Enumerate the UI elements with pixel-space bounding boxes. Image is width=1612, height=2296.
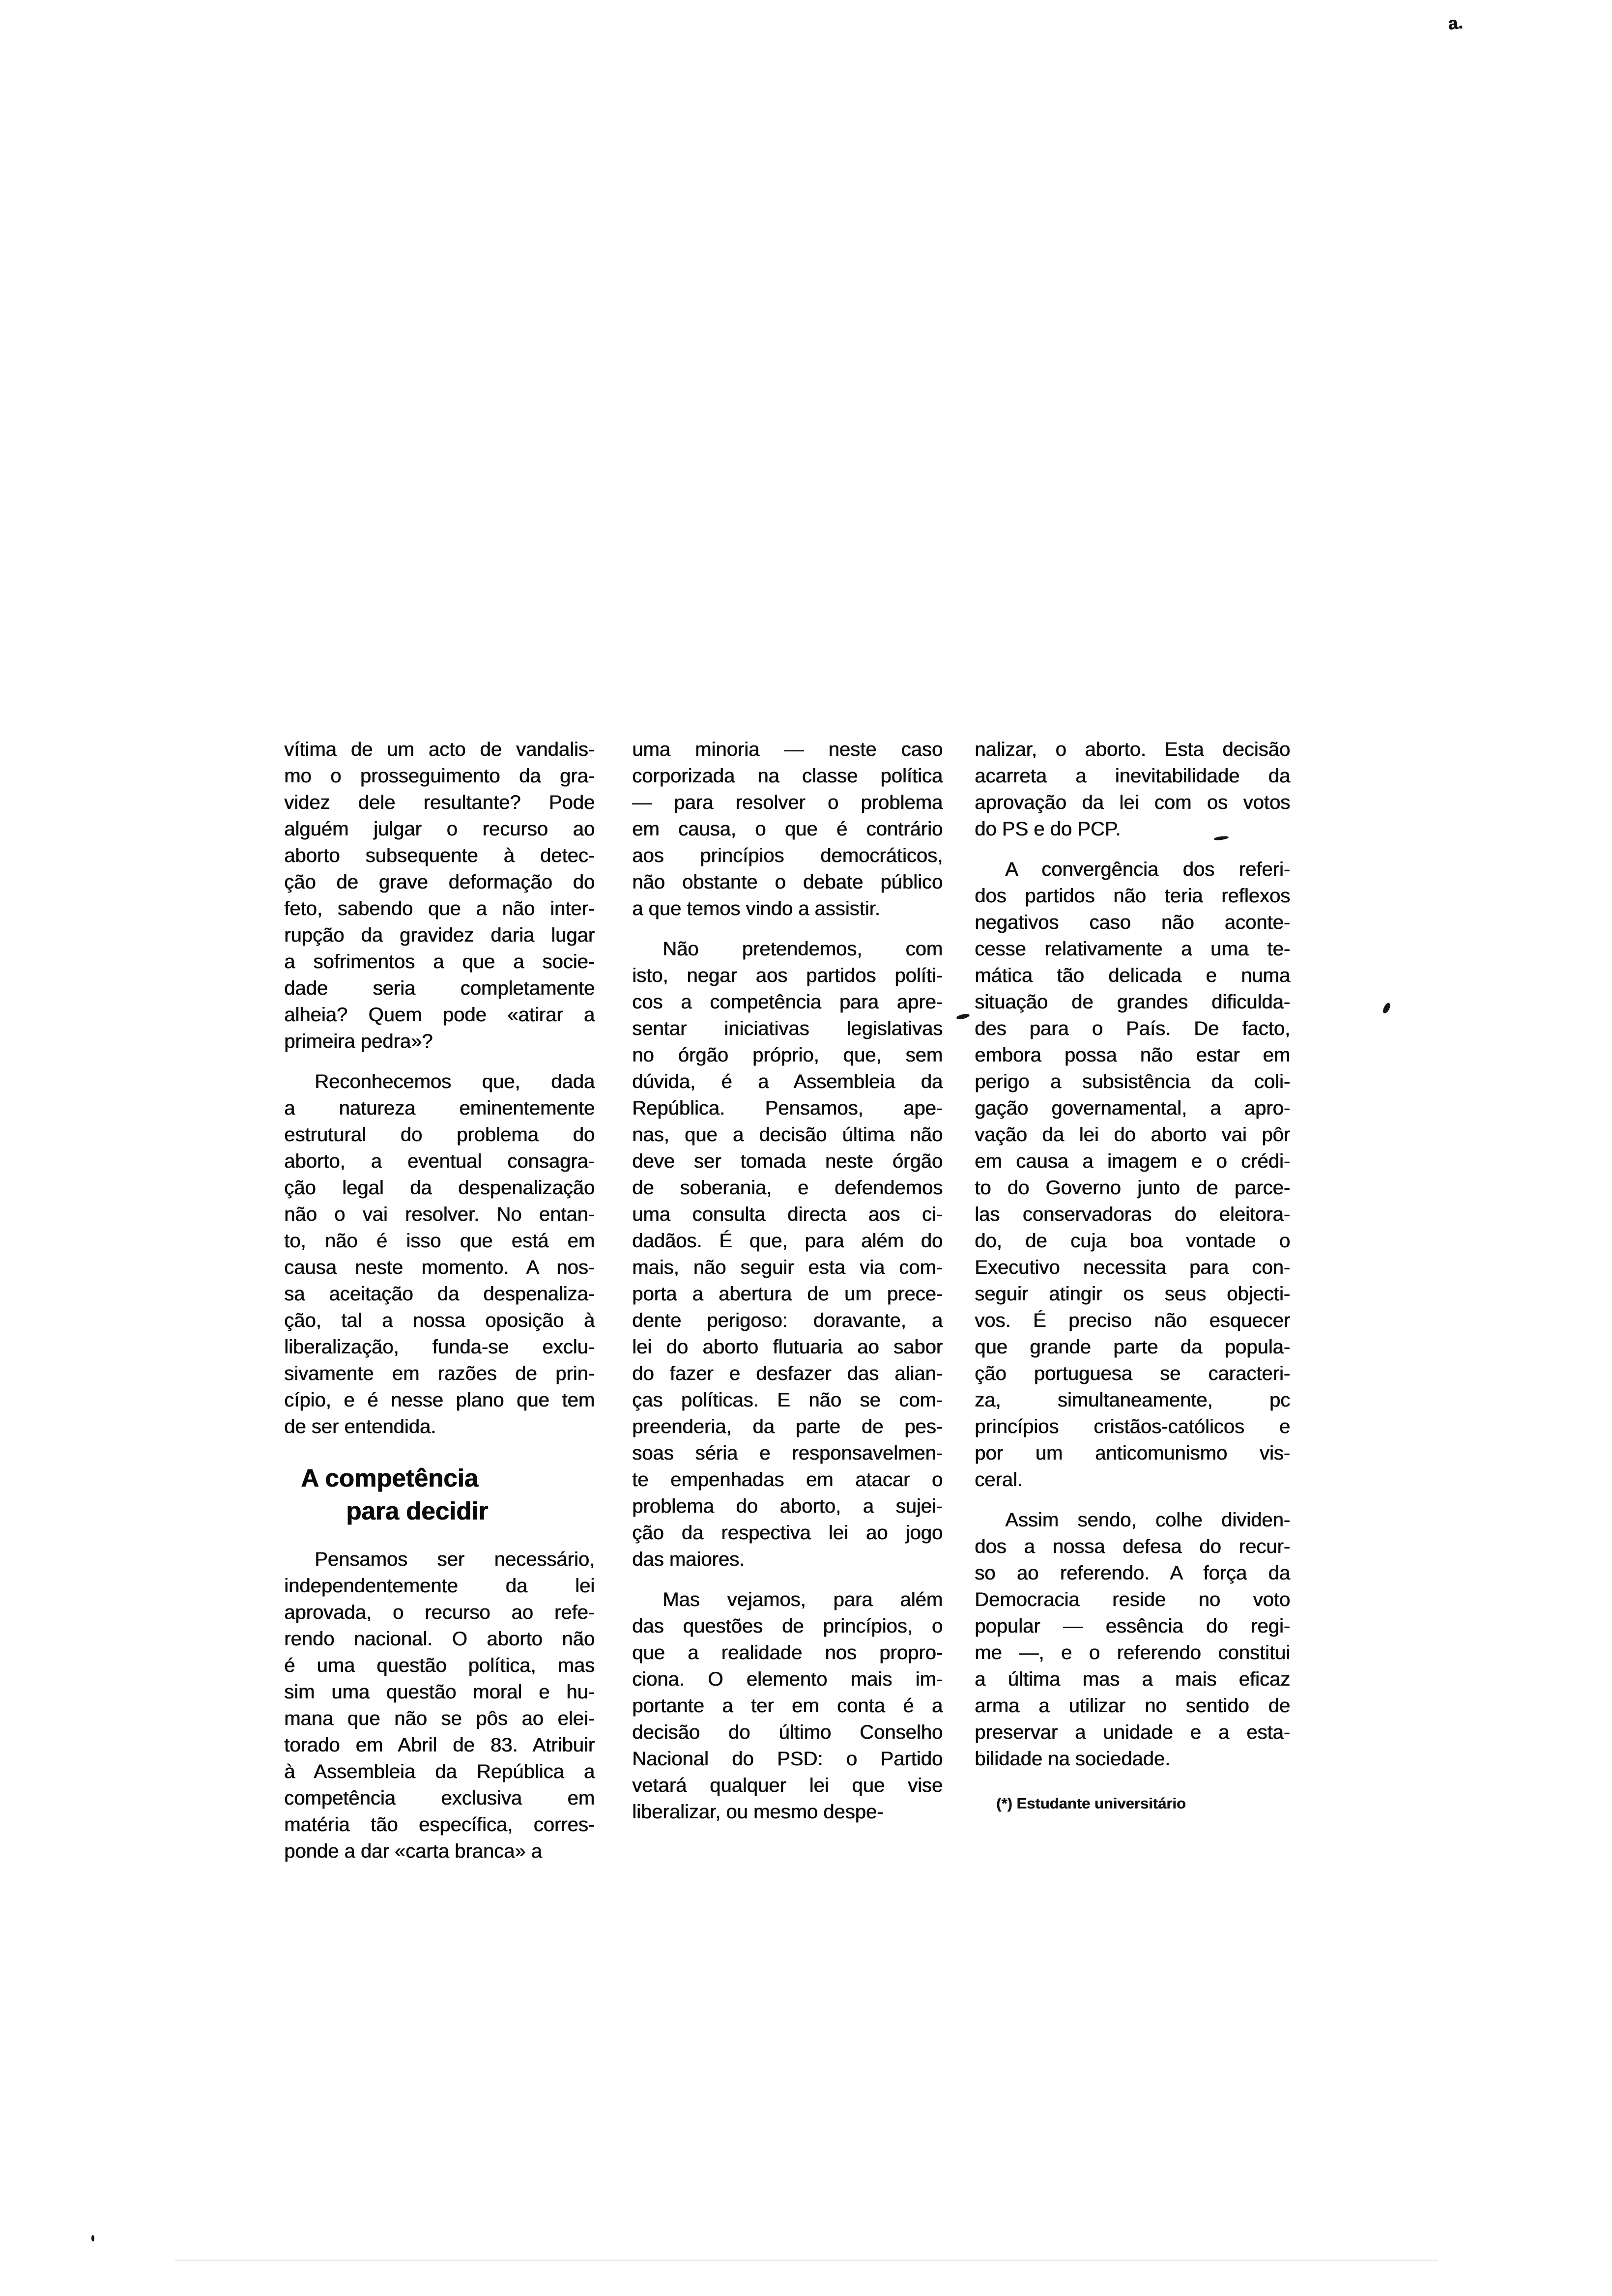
text-line: à Assembleia da República a <box>284 1761 595 1782</box>
text-line: problema do aborto, a sujei- <box>632 1495 943 1517</box>
text-line: nalizar, o aborto. Esta decisão <box>975 739 1290 760</box>
text-line: Nacional do PSD: o Partido <box>632 1748 943 1770</box>
text-line: Não pretendemos, com <box>662 938 943 960</box>
text-line: do fazer e desfazer das alian- <box>632 1363 943 1384</box>
text-line: matéria tão específica, corres- <box>284 1814 595 1836</box>
text-line: aborto, a eventual consagra- <box>284 1150 595 1172</box>
text-line: decisão do último Conselho <box>632 1722 943 1743</box>
text-line: — para resolver o problema <box>632 792 943 813</box>
text-line: das maiores. <box>632 1549 745 1570</box>
text-line: soas séria e responsavelmen- <box>632 1442 943 1464</box>
paragraph <box>284 736 595 1055</box>
text-line: vos. É preciso não esquecer <box>975 1310 1290 1331</box>
paragraph <box>632 736 943 922</box>
text-line: vação da lei do aborto vai pôr <box>975 1124 1290 1146</box>
text-line: ção, tal a nossa oposição à <box>284 1310 595 1331</box>
text-line: do, de cuja boa vontade o <box>975 1230 1290 1252</box>
text-line: portante a ter em conta é a <box>632 1695 943 1717</box>
text-line: cos a competência para apre- <box>632 991 943 1013</box>
text-line: A convergência dos referi- <box>1005 859 1290 880</box>
text-line: gação governamental, a apro- <box>975 1097 1290 1119</box>
text-line: situação de grandes dificulda- <box>975 991 1290 1013</box>
section-heading <box>284 1462 595 1527</box>
text-line: não obstante o debate público <box>632 871 943 893</box>
text-line: Democracia reside no voto <box>975 1589 1290 1610</box>
text-line: que grande parte da popula- <box>975 1336 1290 1358</box>
text-line: ponde a dar «carta branca» a <box>284 1840 542 1862</box>
stray-dot-bottom-left <box>91 2235 94 2241</box>
text-line: ção de grave deformação do <box>284 871 595 893</box>
text-line: causa neste momento. A nos- <box>284 1257 595 1278</box>
text-line: a última mas a mais eficaz <box>975 1668 1290 1690</box>
text-line: não o vai resolver. No entan- <box>284 1204 595 1225</box>
text-line: de ser entendida. <box>284 1416 436 1437</box>
text-line: te empenhadas em atacar o <box>632 1469 943 1491</box>
article-column-3 <box>975 736 1290 1812</box>
section-heading-line: para decidir <box>346 1497 489 1525</box>
text-line: popular — essência do regi- <box>975 1615 1290 1637</box>
text-line: Pensamos ser necessário, <box>315 1549 595 1570</box>
text-line: em causa, o que é contrário <box>632 818 943 840</box>
text-line: mo o prosseguimento da gra- <box>284 765 595 787</box>
text-line: feto, sabendo que a não inter- <box>284 898 595 919</box>
text-line: lei do aborto flutuaria ao sabor <box>632 1336 943 1358</box>
text-line: embora possa não estar em <box>975 1044 1290 1066</box>
text-line: é uma questão política, mas <box>284 1655 595 1676</box>
text-line: ção da respectiva lei ao jogo <box>632 1522 943 1544</box>
text-line: ciona. O elemento mais im- <box>632 1668 943 1690</box>
text-line: mana que não se pôs ao elei- <box>284 1708 595 1729</box>
text-line: acarreta a inevitabilidade da <box>975 765 1290 787</box>
text-line: em causa a imagem e o crédi- <box>975 1150 1290 1172</box>
text-line: preenderia, da parte de pes- <box>632 1416 943 1437</box>
text-line: to do Governo junto de parce- <box>975 1177 1290 1199</box>
text-line: za, simultaneamente, pc <box>975 1389 1290 1411</box>
text-line: alguém julgar o recurso ao <box>284 818 595 840</box>
text-line: ças políticas. E não se com- <box>632 1389 943 1411</box>
text-line: estrutural do problema do <box>284 1124 595 1146</box>
text-line: vítima de um acto de vandalis- <box>284 739 595 760</box>
text-line: aprovada, o recurso ao refe- <box>284 1602 595 1623</box>
text-line: dade seria completamente <box>284 977 595 999</box>
paragraph <box>632 1586 943 1825</box>
text-line: a sofrimentos a que a socie- <box>284 951 595 973</box>
paragraph <box>632 936 943 1573</box>
paragraph <box>975 736 1290 842</box>
text-line: vetará qualquer lei que vise <box>632 1775 943 1796</box>
text-line: das questões de princípios, o <box>632 1615 943 1637</box>
text-line: bilidade na sociedade. <box>975 1748 1171 1770</box>
text-line: liberalizar, ou mesmo despe- <box>632 1801 884 1823</box>
paragraph <box>975 1507 1290 1772</box>
text-line: Reconhecemos que, dada <box>315 1071 595 1092</box>
text-line: sim uma questão moral e hu- <box>284 1681 595 1703</box>
text-line: mática tão delicada e numa <box>975 965 1290 986</box>
section-heading-line: A competência <box>301 1464 478 1492</box>
text-line: aos princípios democráticos, <box>632 845 943 866</box>
text-line: seguir atingir os seus objecti- <box>975 1283 1290 1305</box>
text-line: aprovação da lei com os votos <box>975 792 1290 813</box>
text-line: sa aceitação da despenaliza- <box>284 1283 595 1305</box>
text-line: sivamente em razões de prin- <box>284 1363 595 1384</box>
text-line: rendo nacional. O aborto não <box>284 1628 595 1650</box>
text-line: a natureza eminentemente <box>284 1097 595 1119</box>
paragraph <box>975 856 1290 1493</box>
article-column-2 <box>632 736 943 1825</box>
text-line: to, não é isso que está em <box>284 1230 595 1252</box>
text-line: do PS e do PCP. <box>975 818 1121 840</box>
text-line: dente perigoso: doravante, a <box>632 1310 943 1331</box>
text-line: ceral. <box>975 1469 1023 1491</box>
text-line: des para o País. De facto, <box>975 1018 1290 1039</box>
text-line: ção legal da despenalização <box>284 1177 595 1199</box>
text-line: torado em Abril de 83. Atribuir <box>284 1734 595 1756</box>
text-line: competência exclusiva em <box>284 1787 595 1809</box>
paragraph <box>284 1068 595 1440</box>
article-column-1 <box>284 736 595 1865</box>
text-line: no órgão próprio, que, sem <box>632 1044 943 1066</box>
text-line: negativos caso não aconte- <box>975 912 1290 933</box>
text-line: cípio, e é nesse plano que tem <box>284 1389 595 1411</box>
text-line: so ao referendo. A força da <box>975 1562 1290 1584</box>
text-line: princípios cristãos-católicos e <box>975 1416 1290 1437</box>
page-bottom-scan-line <box>175 2260 1438 2261</box>
text-line: dos a nossa defesa do recur- <box>975 1536 1290 1557</box>
text-line: arma a utilizar no sentido de <box>975 1695 1290 1717</box>
text-line: deve ser tomada neste órgão <box>632 1150 943 1172</box>
text-line: alheia? Quem pode «atirar a <box>284 1004 595 1026</box>
text-line: República. Pensamos, ape- <box>632 1097 943 1119</box>
text-line: Executivo necessita para con- <box>975 1257 1290 1278</box>
paragraph <box>284 1546 595 1865</box>
text-line: Assim sendo, colhe dividen- <box>1005 1509 1290 1531</box>
text-line: sentar iniciativas legislativas <box>632 1018 943 1039</box>
text-line: nas, que a decisão última não <box>632 1124 943 1146</box>
stray-dash-left-of-column-3 <box>956 1013 970 1020</box>
text-line: ção portuguesa se caracteri- <box>975 1363 1290 1384</box>
text-line: uma consulta directa aos ci- <box>632 1204 943 1225</box>
text-line: independentemente da lei <box>284 1575 595 1597</box>
text-line: de soberania, e defendemos <box>632 1177 943 1199</box>
text-line: perigo a subsistência da coli- <box>975 1071 1290 1092</box>
text-line: dadãos. É que, para além do <box>632 1230 943 1252</box>
text-line: rupção da gravidez daria lugar <box>284 924 595 946</box>
text-line: preservar a unidade e a esta- <box>975 1722 1290 1743</box>
text-line: cesse relativamente a uma te- <box>975 938 1290 960</box>
text-line: corporizada na classe política <box>632 765 943 787</box>
text-line: liberalização, funda-se exclu- <box>284 1336 595 1358</box>
text-line: las conservadoras do eleitora- <box>975 1204 1290 1225</box>
text-line: porta a abertura de um prece- <box>632 1283 943 1305</box>
stray-tick-right-margin <box>1382 1002 1392 1014</box>
text-line: mais, não seguir esta via com- <box>632 1257 943 1278</box>
text-line: dos partidos não teria reflexos <box>975 885 1290 907</box>
text-line: primeira pedra»? <box>284 1031 433 1052</box>
text-line: por um anticomunismo vis- <box>975 1442 1290 1464</box>
text-line: aborto subsequente à detec- <box>284 845 595 866</box>
text-line: que a realidade nos propro- <box>632 1642 943 1664</box>
text-line: a que temos vindo a assistir. <box>632 898 880 919</box>
text-line: isto, negar aos partidos políti- <box>632 965 943 986</box>
text-line: videz dele resultante? Pode <box>284 792 595 813</box>
page-corner-mark: a. <box>1446 12 1464 34</box>
text-line: dúvida, é a Assembleia da <box>632 1071 943 1092</box>
text-line: me —, e o referendo constitui <box>975 1642 1290 1664</box>
author-footnote: (*) Estudante universitário <box>996 1795 1186 1812</box>
text-line: uma minoria — neste caso <box>632 739 943 760</box>
text-line: Mas vejamos, para além <box>662 1589 943 1610</box>
